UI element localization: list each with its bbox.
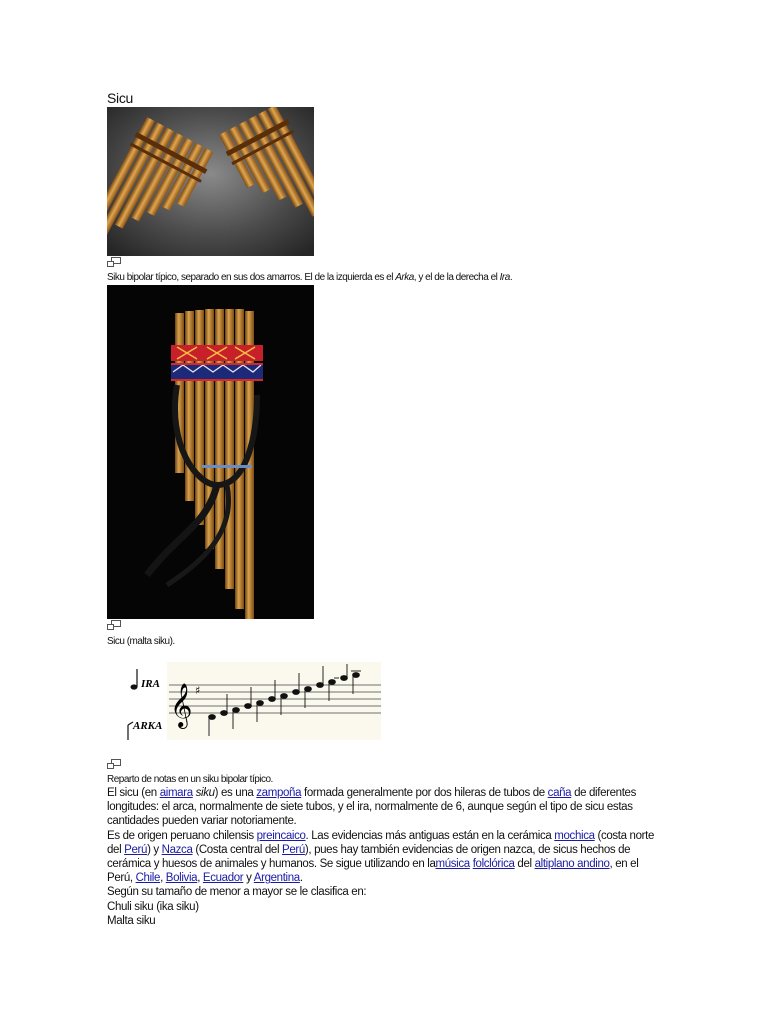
link-preincaico[interactable]: preincaico — [256, 829, 306, 842]
link-zampona[interactable]: zampoña — [256, 787, 302, 799]
text: formada generalmente por dos hileras de tubos de — [301, 787, 548, 799]
score-ira-label: IRA — [141, 678, 160, 690]
enlarge-icon[interactable] — [107, 759, 121, 769]
caption-arka: Arka — [395, 272, 414, 283]
text: ) y — [147, 843, 162, 856]
caption-ira: Ira — [499, 272, 510, 283]
link-altiplano-andino[interactable]: altiplano andino — [534, 858, 610, 871]
text: y — [243, 872, 254, 885]
caption-malta-siku: Sicu (malta siku). — [107, 636, 175, 647]
text: del — [514, 858, 535, 871]
link-cana[interactable]: caña — [547, 787, 572, 799]
caption-text: Siku bipolar típico, separado en sus dos amarros. El de la izquierda es el — [107, 272, 396, 283]
note-distribution-score — [125, 662, 381, 740]
link-chile[interactable]: Chile — [135, 872, 161, 885]
caption-siku-bipolar — [107, 272, 512, 283]
text: de diferentes longitudes: el arca, normalmente de siete tubos, y el ira, normalmente de 6, aunque según el tipo de sicu estas cantidades pueden variar notoriamente. — [107, 787, 637, 828]
siku-italic: siku — [195, 787, 215, 799]
text: , — [197, 872, 203, 885]
paragraph-intro — [107, 786, 662, 829]
svg-text:𝄞: 𝄞 — [170, 683, 193, 727]
link-peru[interactable]: Perú — [124, 843, 148, 856]
text: , — [160, 872, 166, 885]
link-bolivia[interactable]: Bolivia — [165, 872, 198, 885]
text: Perú, — [107, 872, 136, 885]
link-nazca[interactable]: Nazca — [161, 843, 193, 856]
link-peru[interactable]: Perú — [282, 843, 305, 856]
link-argentina[interactable]: Argentina — [253, 872, 300, 885]
caption-note-distribution: Reparto de notas en un siku bipolar típico. — [107, 774, 273, 785]
text: (costa norte del — [107, 829, 655, 856]
link-musica[interactable]: música — [435, 858, 470, 871]
link-mochica[interactable]: mochica — [554, 829, 595, 842]
article-body — [107, 786, 662, 928]
text: ) es una — [214, 787, 257, 799]
paragraph-origin — [107, 829, 662, 872]
enlarge-icon[interactable] — [107, 257, 121, 267]
caption-text: . — [509, 272, 513, 283]
link-aimara[interactable]: aimara — [159, 787, 193, 799]
link-ecuador[interactable]: Ecuador — [202, 872, 244, 885]
text: . Las evidencias más antiguas están en la cerámica — [305, 829, 555, 842]
classification-item: Chuli siku (ika siku) — [107, 900, 199, 913]
text: ), pues hay también evidencias de origen nazca, de sicus hechos de cerámica y huesos de animales y humanos. Se sigue utilizando en la — [107, 843, 631, 871]
caption-text: , y el de la derecha el — [413, 272, 500, 283]
siku-bipolar-photo — [107, 107, 314, 256]
classification-intro: Según su tamaño de menor a mayor se le clasifica en: — [107, 886, 367, 899]
link-folclorica[interactable]: folclórica — [472, 858, 515, 871]
text: Es de origen peruano chilensis — [107, 829, 257, 842]
text: . — [299, 872, 303, 885]
svg-text:♯: ♯ — [195, 684, 201, 697]
classification-item: Malta siku — [107, 914, 156, 927]
text: El sicu (en — [107, 787, 160, 799]
text: , en el — [609, 858, 639, 871]
score-arka-label: ARKA — [133, 720, 163, 732]
text: (Costa central del — [192, 843, 283, 856]
enlarge-icon[interactable] — [107, 620, 121, 630]
page-title: Sicu — [107, 90, 134, 106]
malta-siku-photo — [107, 285, 314, 619]
paragraph-countries — [107, 871, 662, 885]
